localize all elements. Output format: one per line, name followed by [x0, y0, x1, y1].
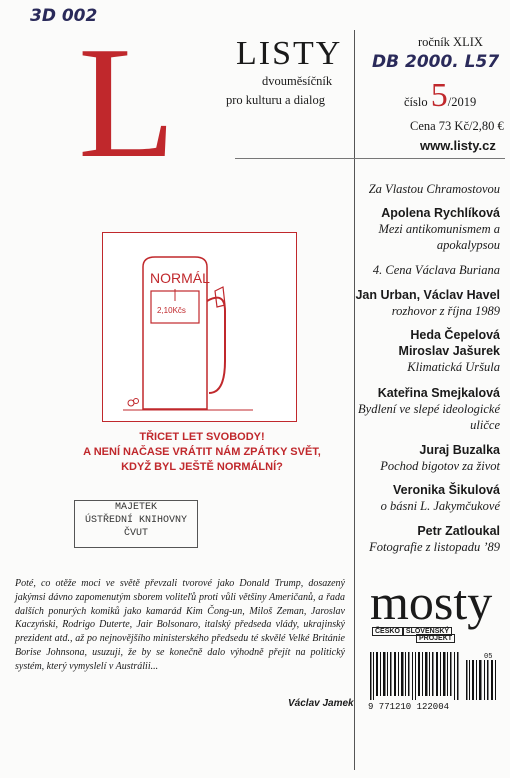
toc-item-2 — [340, 205, 500, 253]
logo-letter: L — [78, 13, 176, 191]
handwritten-note-left: 3D 002 — [30, 6, 98, 26]
toc-author: Kateřina Smejkalová — [377, 386, 500, 400]
toc-title: Mezi antikomunismem a apokalypsou — [378, 222, 500, 252]
toc-author: Jan Urban, Václav Havel — [355, 288, 500, 302]
toc-author: Veronika Šikulová — [393, 483, 500, 497]
barcode-digits: 9 771210 122004 — [368, 702, 450, 710]
toc-title: 4. Cena Václava Buriana — [372, 263, 500, 277]
issue-line — [404, 77, 477, 114]
barcode-icon — [368, 652, 503, 710]
pump-label: NORMÁL — [150, 270, 210, 286]
toc-item-8 — [340, 482, 500, 514]
cartoon-frame — [102, 232, 297, 422]
handwritten-note-right: DB 2000. L57 — [372, 52, 500, 72]
toc-item-7 — [340, 442, 500, 474]
stamp-line-3: ČVUT — [123, 528, 148, 539]
toc-item-9 — [340, 523, 500, 555]
issue-prefix: číslo — [404, 95, 428, 109]
issue-number: 5 — [430, 77, 448, 114]
toc-item-6 — [340, 385, 500, 433]
mosty-logo: mosty — [370, 574, 493, 630]
intro-author: Václav Jamek — [288, 698, 354, 709]
horizontal-divider — [235, 158, 505, 159]
caption-line-1: TŘICET LET SVOBODY! — [139, 431, 265, 443]
toc-title: Za Vlastou Chramostovou — [368, 182, 500, 196]
subtitle-bimonthly: dvouměsíčník — [262, 74, 333, 88]
library-stamp — [74, 500, 198, 548]
toc-title: rozhovor z října 1989 — [391, 304, 500, 318]
intro-paragraph: Poté, co otěže moci ve světě převzali tvorové jako Donald Trump, dosazený jakýmsi dávno zapomenutým sborem voliteľů proti vůli většiny Američanů, a řada dalších ponurých komiků jako kamarád Kim Čong-un, Miloš Zeman, Jaroslav Kaczyński, Rodrigo Duterte, Jair Bolsonaro, italský předseda vlády, ukrajinský prezident atd., až po nejnovějšího ministerského předsedu té skvělé Velké Británie Borise Johnsona, usuzuji, že by se konečně dalo výhodně přejít na politický systém, který vymyslelí v Austrálii... — [15, 578, 345, 672]
toc-item-5 — [340, 327, 500, 375]
toc-title: Bydlení ve slepé ideologické uličce — [358, 402, 500, 432]
toc-item-3 — [340, 262, 500, 278]
caption-line-2: A NENÍ NAČASE VRÁTIT NÁM ZPÁTKY SVĚT, — [83, 446, 321, 458]
toc-title: o básni L. Jakymčukové — [380, 499, 500, 513]
toc-title: Klimatická Uršula — [407, 360, 500, 374]
stamp-line-1: MAJETEK — [114, 502, 157, 513]
price-tag: 2,10Kčs — [157, 306, 186, 315]
mosty-subtitle — [372, 628, 455, 642]
stamp-line-2: ÚSTŘEDNÍ KNIHOVNY — [84, 515, 188, 526]
price-label: Cena 73 Kč/2,80 € — [410, 119, 504, 133]
toc-item-4 — [330, 287, 500, 319]
toc-item-1 — [340, 181, 500, 197]
mosty-sub-right: PROJEKT — [416, 634, 455, 643]
toc-author: Petr Zatloukal — [417, 524, 500, 538]
volume-label: ročník XLIX — [418, 35, 483, 49]
barcode-addon: 05 — [484, 653, 493, 661]
gas-pump-illustration — [103, 233, 296, 421]
caption-line-3: KDYŽ BYL JEŠTĚ NORMÁLNÍ? — [121, 461, 283, 473]
website-link[interactable]: www.listy.cz — [420, 138, 496, 153]
toc-author: Heda Čepelová Miroslav Jašurek — [398, 328, 500, 358]
toc-title: Fotografie z listopadu ’89 — [369, 540, 500, 554]
subtitle-culture: pro kulturu a dialog — [226, 93, 325, 107]
magazine-title: LISTY — [236, 35, 343, 72]
issue-year: /2019 — [447, 95, 477, 109]
toc-author: Juraj Buzalka — [419, 443, 500, 457]
toc-title: Pochod bigotov za život — [380, 459, 500, 473]
mosty-sub-mid: SLOVENSKÝ — [403, 627, 452, 636]
mosty-sub-left: ČESKO — [372, 627, 403, 636]
toc-author: Apolena Rychlíková — [381, 206, 500, 220]
